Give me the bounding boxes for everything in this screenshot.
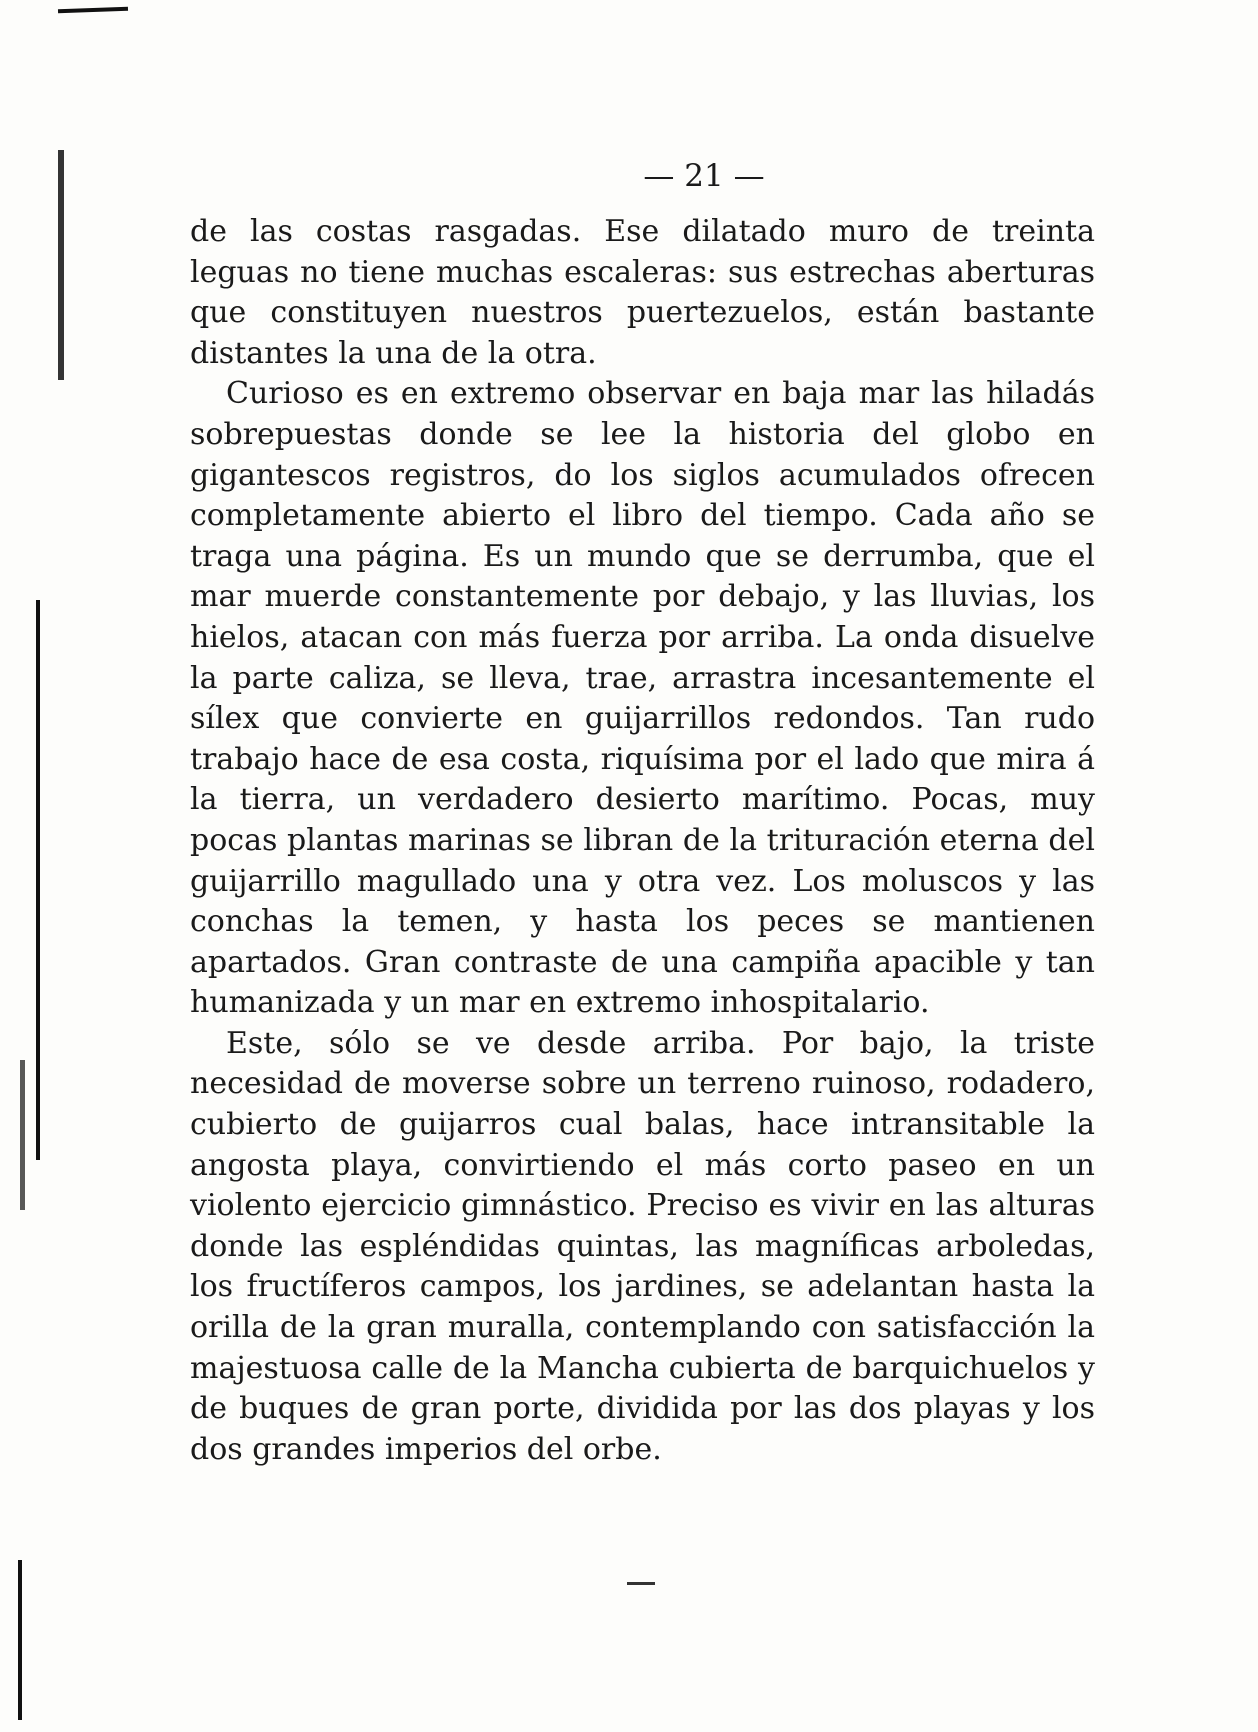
- binding-shadow: [20, 1060, 25, 1210]
- paragraph: de las costas rasgadas. Ese dilatado muro de treinta leguas no tiene muchas escaleras: sus estrechas aberturas que constituyen nuestros puertezuelos, están bastante distantes la una de la otra.: [190, 214, 1095, 371]
- binding-shadow: [36, 600, 40, 1160]
- body-text: [190, 212, 1095, 1470]
- paragraph: Curioso es en extremo observar en baja mar las hiladás sobrepuestas donde se lee la historia del globo en gigantescos registros, do los siglos acumulados ofrecen completamente abierto el libro del tiempo. Cada año se traga una página. Es un mundo que se derrumba, que el mar muerde constantemente por debajo, y las lluvias, los hielos, atacan con más fuerza por arriba. La onda disuelve la parte caliza, se lleva, trae, arrastra incesantemente el sílex que convierte en guijarrillos redondos. Tan rudo trabajo hace de esa costa, riquísima por el lado que mira á la tierra, un verdadero desierto marítimo. Pocas, muy pocas plantas marinas se libran de la trituración eterna del guijarrillo magullado una y otra vez. Los moluscos y las conchas la temen, y hasta los peces se mantienen apartados. Gran contraste de una campiña apacible y tan humanizada y un mar en extremo inhospitalario.: [190, 376, 1095, 1021]
- page-number: [0, 158, 1258, 194]
- page-number-text: — 21 —: [643, 158, 765, 194]
- end-ornament: [627, 1582, 655, 1585]
- paragraph: Este, sólo se ve desde arriba. Por bajo, la triste necesidad de moverse sobre un terreno ruinoso, rodadero, cubierto de guijarros cual balas, hace intransitable la angosta playa, convirtiendo el más corto paseo en un violento ejercicio gimnástico. Preciso es vivir en las alturas donde las espléndidas quintas, las magníficas arboledas, los fructíferos campos, los jardines, se adelantan hasta la orilla de la gran muralla, contemplando con satisfacción la majestuosa calle de la Mancha cubierta de barquichuelos y de buques de gran porte, dividida por las dos playas y los dos grandes imperios del orbe.: [190, 1025, 1095, 1467]
- scan-edge-mark: [58, 7, 128, 13]
- binding-shadow: [18, 1560, 22, 1720]
